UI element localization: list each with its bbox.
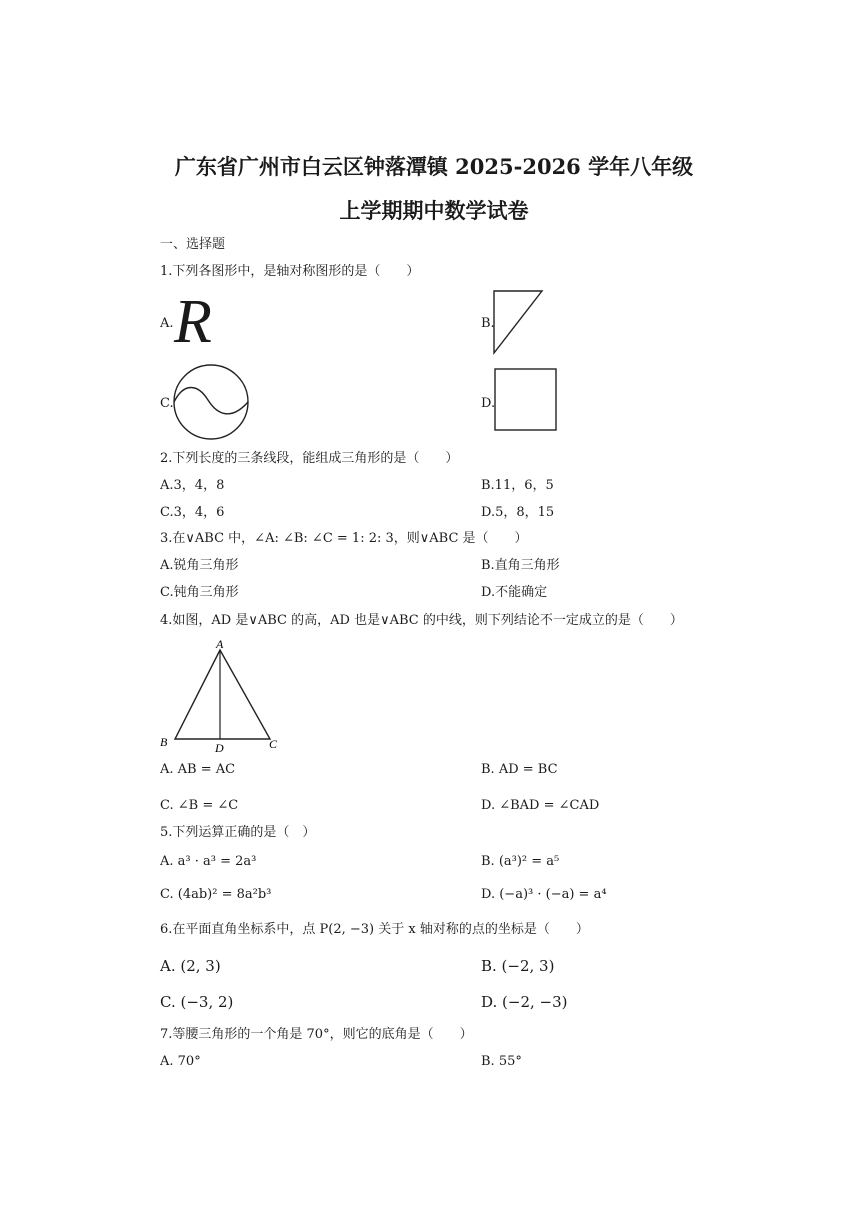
option-3d: D.不能确定	[481, 585, 548, 600]
option-6a: A. (2, 3)	[160, 957, 221, 975]
title-line-2: 上学期期中数学试卷	[339, 198, 529, 223]
vertex-label-c: C	[269, 737, 278, 751]
option-7a: A. 70°	[160, 1054, 201, 1069]
question-1-stem: 1.下列各图形中，是轴对称图形的是（ ）	[160, 264, 420, 279]
question-3-stem: 3.在∨ABC 中，∠A: ∠B: ∠C = 1: 2: 3，则∨ABC 是（ ）	[160, 531, 528, 546]
right-triangle-figure	[492, 290, 546, 356]
option-1b-label: B.	[481, 316, 495, 331]
option-2a: A.3，4，8	[160, 478, 225, 493]
option-1c-label: C.	[160, 396, 174, 411]
option-5b: B. (a³)² = a⁵	[481, 854, 560, 869]
letter-r-figure: R	[174, 288, 212, 356]
option-6d: D. (−2, −3)	[481, 993, 568, 1011]
title-line-1: 广东省广州市白云区钟落潭镇 2025-2026 学年八年级	[174, 154, 694, 179]
option-5d: D. (−a)³ · (−a) = a⁴	[481, 887, 607, 902]
triangle-abc-figure	[156, 636, 286, 756]
foot-label-d: D	[215, 741, 224, 755]
option-2c: C.3，4，6	[160, 505, 225, 520]
option-4c: C. ∠B = ∠C	[160, 798, 239, 813]
option-3b: B.直角三角形	[481, 558, 560, 573]
question-5-stem: 5.下列运算正确的是（ ）	[160, 825, 316, 840]
option-3a: A.锐角三角形	[160, 558, 239, 573]
question-2-stem: 2.下列长度的三条线段，能组成三角形的是（ ）	[160, 451, 459, 466]
option-6c: C. (−3, 2)	[160, 993, 234, 1011]
option-1a-label: A.	[160, 316, 174, 331]
section-heading: 一、选择题	[160, 237, 226, 252]
option-4b: B. AD = BC	[481, 762, 558, 777]
option-4a: A. AB = AC	[160, 762, 236, 777]
option-6b: B. (−2, 3)	[481, 957, 555, 975]
option-3c: C.钝角三角形	[160, 585, 239, 600]
question-4-stem: 4.如图，AD 是∨ABC 的高，AD 也是∨ABC 的中线，则下列结论不一定成立的是（ ）	[160, 613, 683, 628]
question-7-stem: 7.等腰三角形的一个角是 70°，则它的底角是（ ）	[160, 1027, 473, 1042]
option-5c: C. (4ab)² = 8a²b³	[160, 887, 272, 902]
option-1d-label: D.	[481, 396, 496, 411]
vertex-label-a: A	[216, 637, 224, 651]
option-5a: A. a³ · a³ = 2a³	[160, 854, 257, 869]
square-figure	[494, 368, 558, 432]
option-2b: B.11，6，5	[481, 478, 554, 493]
option-4d: D. ∠BAD = ∠CAD	[481, 798, 600, 813]
option-2d: D.5，8，15	[481, 505, 555, 520]
vertex-label-b: B	[160, 735, 168, 749]
yin-yang-circle-figure	[170, 362, 252, 442]
question-6-stem: 6.在平面直角坐标系中，点 P(2, −3) 关于 x 轴对称的点的坐标是（ ）	[160, 922, 589, 937]
option-7b: B. 55°	[481, 1054, 522, 1069]
